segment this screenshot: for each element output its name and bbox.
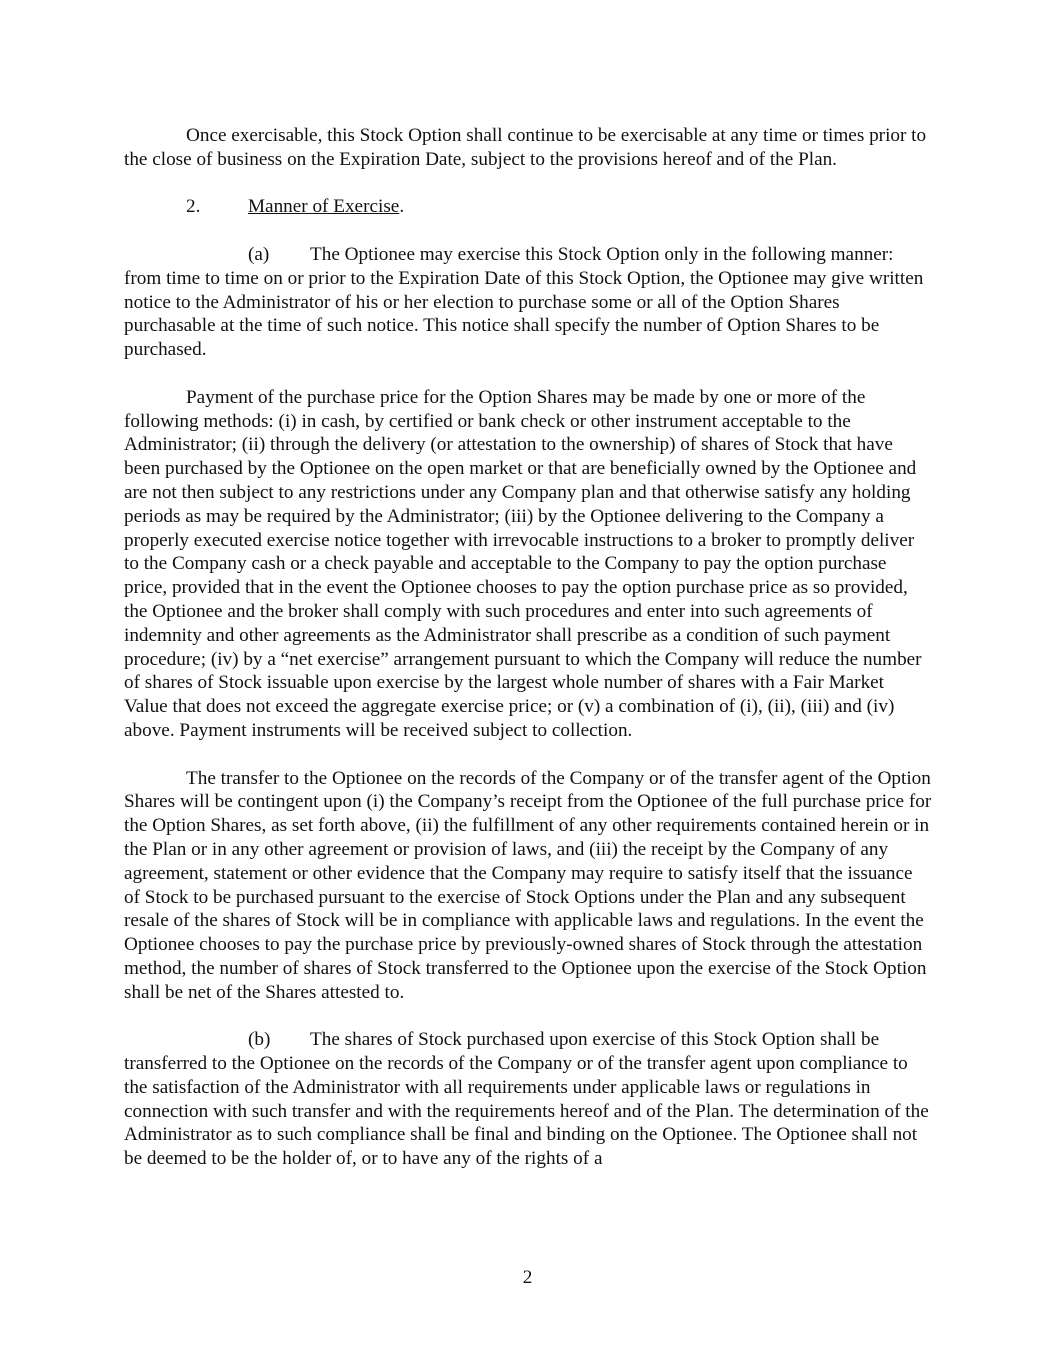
subsection-a-label: (a) [248, 243, 270, 265]
section-title-punct: . [399, 196, 405, 218]
subsection-b-label: (b) [248, 1029, 271, 1051]
subsection-b-text: The shares of Stock purchased upon exercise of this Stock Option shall be transferred to the Optionee on the records of the Company or of the transfer agent upon compliance to the satisfaction of the Administrator with all requirements under applicable laws or regulations in connection with such transfer and with the requirements hereof and of the Plan. The determination of the Administrator as to such compliance shall be final and binding on the Optionee. The Optionee shall not be deemed to be the holder of, or to have any of the rights of a [124, 1029, 929, 1170]
paragraph-payment-methods: Payment of the purchase price for the Option Shares may be made by one or more of the following methods: (i) in cash, by certified or bank check or other instrument acceptable to the Administrator; (ii) through the delivery (or attestation to the ownership) of shares of Stock that have been purchased by the Optionee on the open market or that are beneficially owned by the Optionee and are not then subject to any restrictions under any Company plan and that otherwise satisfy any holding periods as may be required by the Administrator; (iii) by the Optionee delivering to the Company a properly executed exercise notice together with irrevocable instructions to a broker to promptly deliver to the Company cash or a check payable and acceptable to the Company to pay the option purchase price, provided that in the event the Optionee chooses to pay the option purchase price as so provided, the Optionee and the broker shall comply with such procedures and enter into such agreements of indemnity and other agreements as the Administrator shall prescribe as a condition of such payment procedure; (iv) by a “net exercise” arrangement pursuant to which the Company will reduce the number of shares of Stock issuable upon exercise by the largest whole number of shares with a Fair Market Value that does not exceed the aggregate exercise price; or (v) a combination of (i), (ii), (iii) and (iv) above. Payment instruments will be received subject to collection. [124, 386, 922, 741]
section-number: 2. [186, 196, 201, 218]
page-number: 2 [522, 1267, 533, 1288]
subsection-b [124, 1028, 932, 1171]
section-title: Manner of Exercise [248, 196, 400, 218]
document-page [124, 124, 932, 1195]
subsection-a-text: The Optionee may exercise this Stock Option only in the following manner: from time to time on or prior to the Expiration Date of this Stock Option, the Optionee may give written notice to the Administrator of his or her election to purchase some or all of the Option Shares purchasable at the time of such notice. This notice shall specify the number of Option Shares to be purchased. [124, 243, 924, 361]
paragraph-transfer-conditions: The transfer to the Optionee on the records of the Company or of the transfer agent of the Option Shares will be contingent upon (i) the Company’s receipt from the Optionee of the full purchase price for the Option Shares, as set forth above, (ii) the fulfillment of any other requirements contained herein or in the Plan or in any other agreement or provision of laws, and (iii) the receipt by the Company of any agreement, statement or other evidence that the Company may require to satisfy itself that the issuance of Stock to be purchased pursuant to the exercise of Stock Options under the Plan and any subsequent resale of the shares of Stock will be in compliance with applicable laws and regulations. In the event the Optionee chooses to pay the purchase price by previously-owned shares of Stock through the attestation method, the number of shares of Stock transferred to the Optionee upon the exercise of the Stock Option shall be net of the Shares attested to. [124, 767, 932, 1003]
section-heading [124, 195, 932, 219]
paragraph-exercisable-period: Once exercisable, this Stock Option shall continue to be exercisable at any time or times prior to the close of business on the Expiration Date, subject to the provisions hereof and of the Plan. [124, 125, 927, 170]
subsection-a [124, 243, 932, 362]
